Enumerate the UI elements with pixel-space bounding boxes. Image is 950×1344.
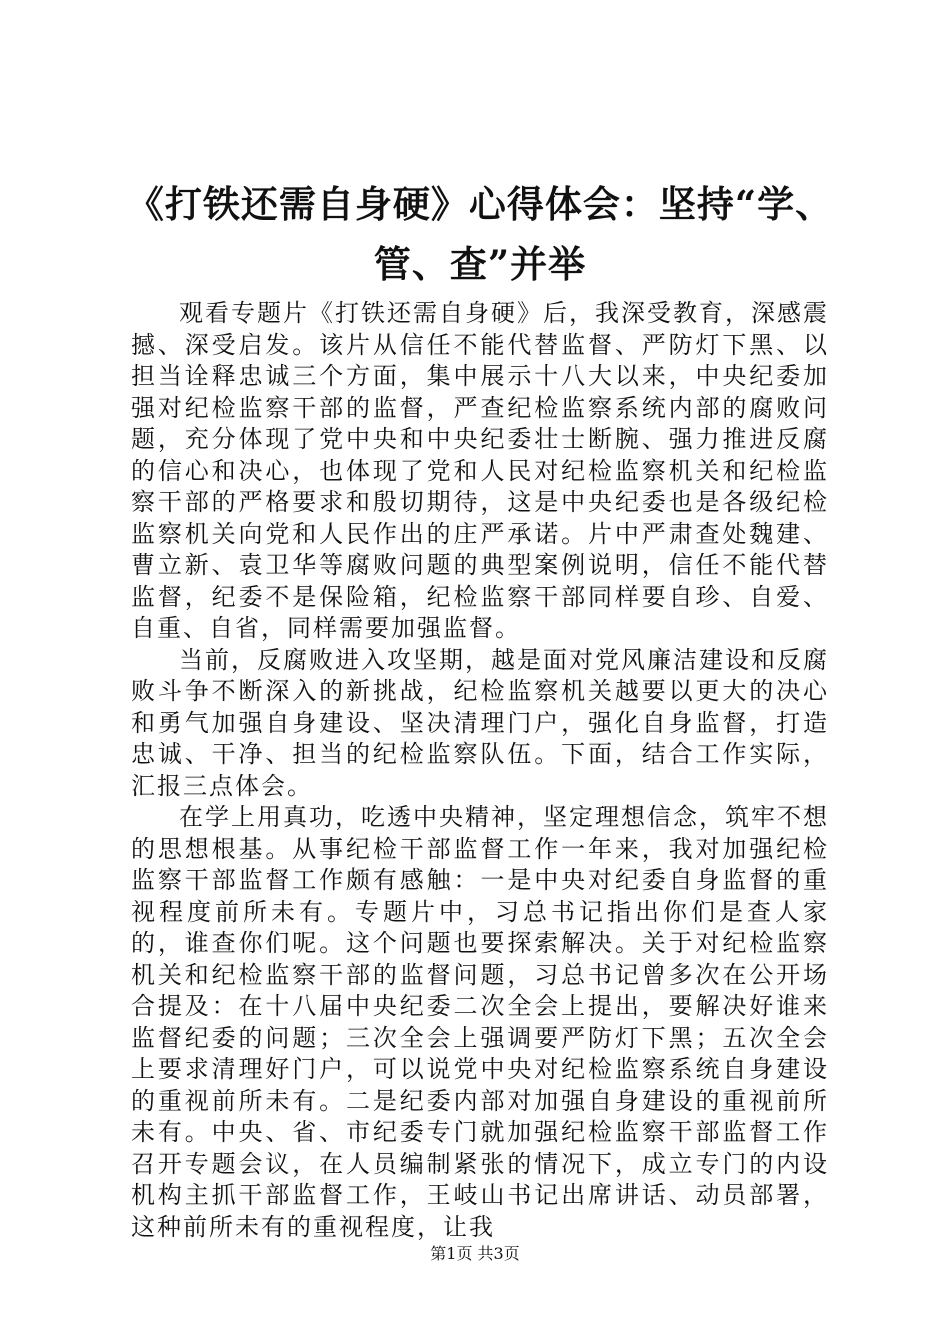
document-title: 《打铁还需自身硬》心得体会：坚持“学、管、查”并举 (126, 182, 834, 286)
paragraph-1: 观看专题片《打铁还需自身硬》后，我深受教育，深感震撼、深受启发。该片从信任不能代替监督、严防灯下黑、以担当诠释忠诚三个方面，集中展示十八大以来，中央纪委加强对纪检监察干部的监督，严查纪检监察系统内部的腐败问题，充分体现了党中央和中央纪委壮士断腕、强力推进反腐的信心和决心，也体现了党和人民对纪检监察机关和纪检监察干部的严格要求和殷切期待，这是中央纪委也是各级纪检监察机关向党和人民作出的庄严承诺。片中严肃查处魏建、曹立新、袁卫华等腐败问题的典型案例说明，信任不能代替监督，纪委不是保险箱，纪检监察干部同样要自珍、自爱、自重、自省，同样需要加强监督。 (131, 299, 829, 642)
page-footer (0, 1244, 950, 1264)
paragraph-2: 当前，反腐败进入攻坚期，越是面对党风廉洁建设和反腐败斗争不断深入的新挑战，纪检监察机关越要以更大的决心和勇气加强自身建设、坚决清理门户，强化自身监督，打造忠诚、干净、担当的纪检监察队伍。下面，结合工作实际，汇报三点体会。 (131, 645, 829, 800)
page-number-indicator: 第1页 共3页 (430, 1244, 520, 1263)
paragraph-3: 在学上用真功，吃透中央精神，坚定理想信念，筑牢不想的思想根基。从事纪检干部监督工作一年来，我对加强纪检监察干部监督工作颇有感触：一是中央对纪委自身监督的重视程度前所未有。专题片中，习总书记指出你们是查人家的，谁查你们呢。这个问题也要探索解决。关于对纪检监察机关和纪检监察干部的监督问题，习总书记曾多次在公开场合提及：在十八届中央纪委二次全会上提出，要解决好谁来监督纪委的问题；三次全会上强调要严防灯下黑；五次全会上要求清理好门户，可以说党中央对纪检监察系统自身建设的重视前所未有。二是纪委内部对加强自身建设的重视前所未有。中央、省、市纪委专门就加强纪检监察干部监督工作召开专题会议，在人员编制紧张的情况下，成立专门的内设机构主抓干部监督工作，王岐山书记出席讲话、动员部署，这种前所未有的重视程度，让我 (131, 803, 829, 1241)
document-body (131, 298, 829, 1243)
